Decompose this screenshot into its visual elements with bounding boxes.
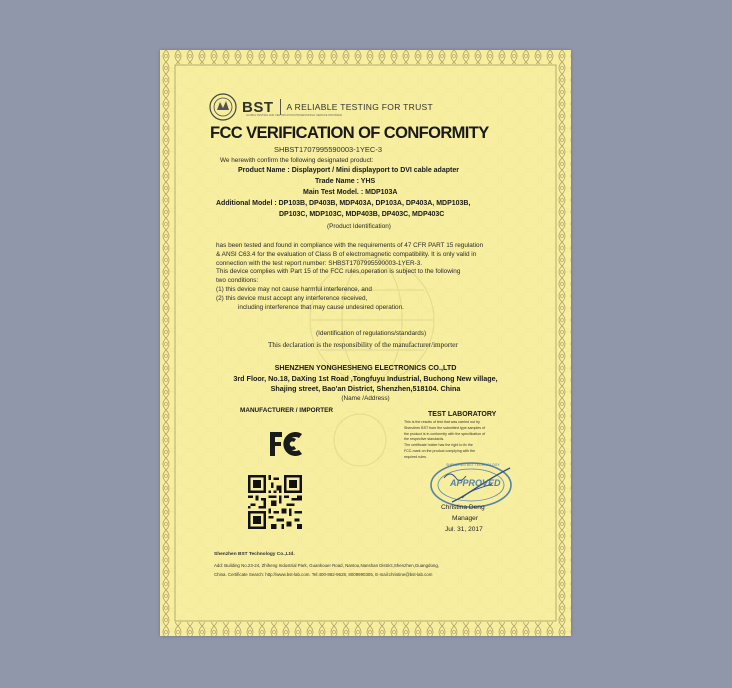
- signer-title: Manager: [452, 515, 479, 522]
- condition-2b: including interference that may cause undesired operation.: [238, 303, 404, 311]
- certificate-number: SHBST1707995590003-1YEC-3: [274, 145, 382, 154]
- additional-models-line2: DP103C, MDP103C, MDP403B, DP403C, MDP403C: [279, 211, 445, 218]
- signer-name: Christina Deng: [441, 504, 485, 511]
- name-address-caption: (Name /Address): [341, 395, 390, 402]
- additional-models-line1: DP103B, DP403B, MDP403A, DP103A, DP403A, MDP103B,: [278, 200, 471, 207]
- test-lab-description: [404, 420, 554, 461]
- certificate-title: FCC VERIFICATION OF CONFORMITY: [210, 124, 489, 142]
- lab-desc-line: required rules.: [404, 454, 427, 459]
- condition-1: (1) this device may not cause harmful interference, and: [216, 285, 372, 293]
- footer-contact: China. Certificate Search: http://www.bst-lab.com. Tel:400-882-9628, 8009990305, E-mail:christine@bst-lab.com: [214, 572, 433, 577]
- main-model-row: [303, 189, 397, 196]
- lab-desc-line: The certificate holder has the right to fix the: [404, 443, 473, 448]
- brand-tagline: A RELIABLE TESTING FOR TRUST: [286, 102, 433, 112]
- trade-name-label: Trade Name :: [315, 178, 359, 185]
- bst-logo-icon: [208, 92, 238, 122]
- trade-name-value: YHS: [360, 178, 376, 185]
- qr-code-icon: [248, 475, 302, 529]
- manufacturer-address-line2: Shajing street, Bao'an District, Shenzhen,518104. China: [270, 384, 461, 393]
- regulations-caption: (Identification of regulations/standards): [316, 330, 427, 337]
- brand-subline: GLOBAL TESTING AND CERTIFICATION PROFESSIONAL SERVICE PROVIDER: [246, 114, 342, 117]
- main-model-value: MDP103A: [365, 189, 398, 196]
- stamp-text: APPROVED: [450, 478, 501, 488]
- brand-header: [208, 92, 433, 122]
- lab-desc-line: FCC-mark on the product complying with the: [404, 448, 476, 453]
- stamp-ring-text: SHENZHEN BST TECHNOLOGY: [446, 463, 500, 467]
- additional-model-row: [216, 200, 470, 207]
- intro-text: We herewith confirm the following designated product:: [220, 157, 374, 164]
- fcc-logo-icon: [268, 430, 308, 458]
- lab-desc-line: the respective standards.: [404, 437, 445, 442]
- test-lab-label: TEST LABORATORY: [428, 411, 497, 418]
- manufacturer-address-line1: 3rd Floor, No.18, DaXing 1st Road ,Tongfuyu Industrial, Buchong New village,: [233, 374, 498, 383]
- compliance-line: This device complies with Part 15 of the FCC rules,operation is subject to the following: [216, 268, 461, 276]
- condition-2: (2) this device must accept any interference received,: [216, 294, 368, 302]
- footer-address: Add: Building No.23-24, Zhiheng Industrial Park, Guankouer Road, Nantou,Nanshan District,Shenzhen,Guangdong,: [214, 563, 440, 568]
- manufacturer-name: SHENZHEN YONGHESHENG ELECTRONICS CO.,LTD: [274, 363, 457, 372]
- lab-desc-line: the product is in conformity with the specification of: [404, 431, 486, 436]
- product-name-row: [238, 167, 459, 174]
- product-name-value: Displayport / Mini displayport to DVI cable adapter: [291, 167, 459, 174]
- brand-divider: [280, 99, 281, 115]
- compliance-line: two conditions:: [216, 277, 259, 285]
- trade-name-row: [315, 178, 375, 185]
- compliance-line: has been tested and found in compliance with the requirements of 47 CFR PART 15 regulation: [216, 242, 484, 249]
- certificate-page: [160, 50, 571, 636]
- footer-company: Shenzhen BST Technology Co.,Ltd.: [214, 552, 295, 557]
- signature-date: Jul. 31, 2017: [445, 526, 483, 533]
- lab-desc-line: Shenzhen BST from the submitted type samples of: [404, 425, 486, 430]
- responsibility-text: This declaration is the responsibility of the manufacturer/importer: [268, 341, 458, 349]
- product-id-caption: (Product Identification): [327, 223, 391, 230]
- additional-model-label: Additional Model :: [216, 200, 277, 207]
- compliance-line: connection with the test report number: SHBST1707995590003-1YER-3.: [216, 259, 423, 267]
- compliance-line: & ANSI C63.4 for the evaluation of Class B of electromagnetic compatibility. It is only valid in: [216, 250, 477, 258]
- lab-desc-line: This is the results of test that was carried out by: [404, 420, 480, 424]
- main-model-label: Main Test Model. :: [303, 189, 364, 196]
- product-name-label: Product Name :: [238, 167, 290, 174]
- brand-name: BST: [242, 98, 274, 116]
- compliance-paragraph: [216, 242, 516, 312]
- manufacturer-label: MANUFACTURER / IMPORTER: [240, 407, 334, 414]
